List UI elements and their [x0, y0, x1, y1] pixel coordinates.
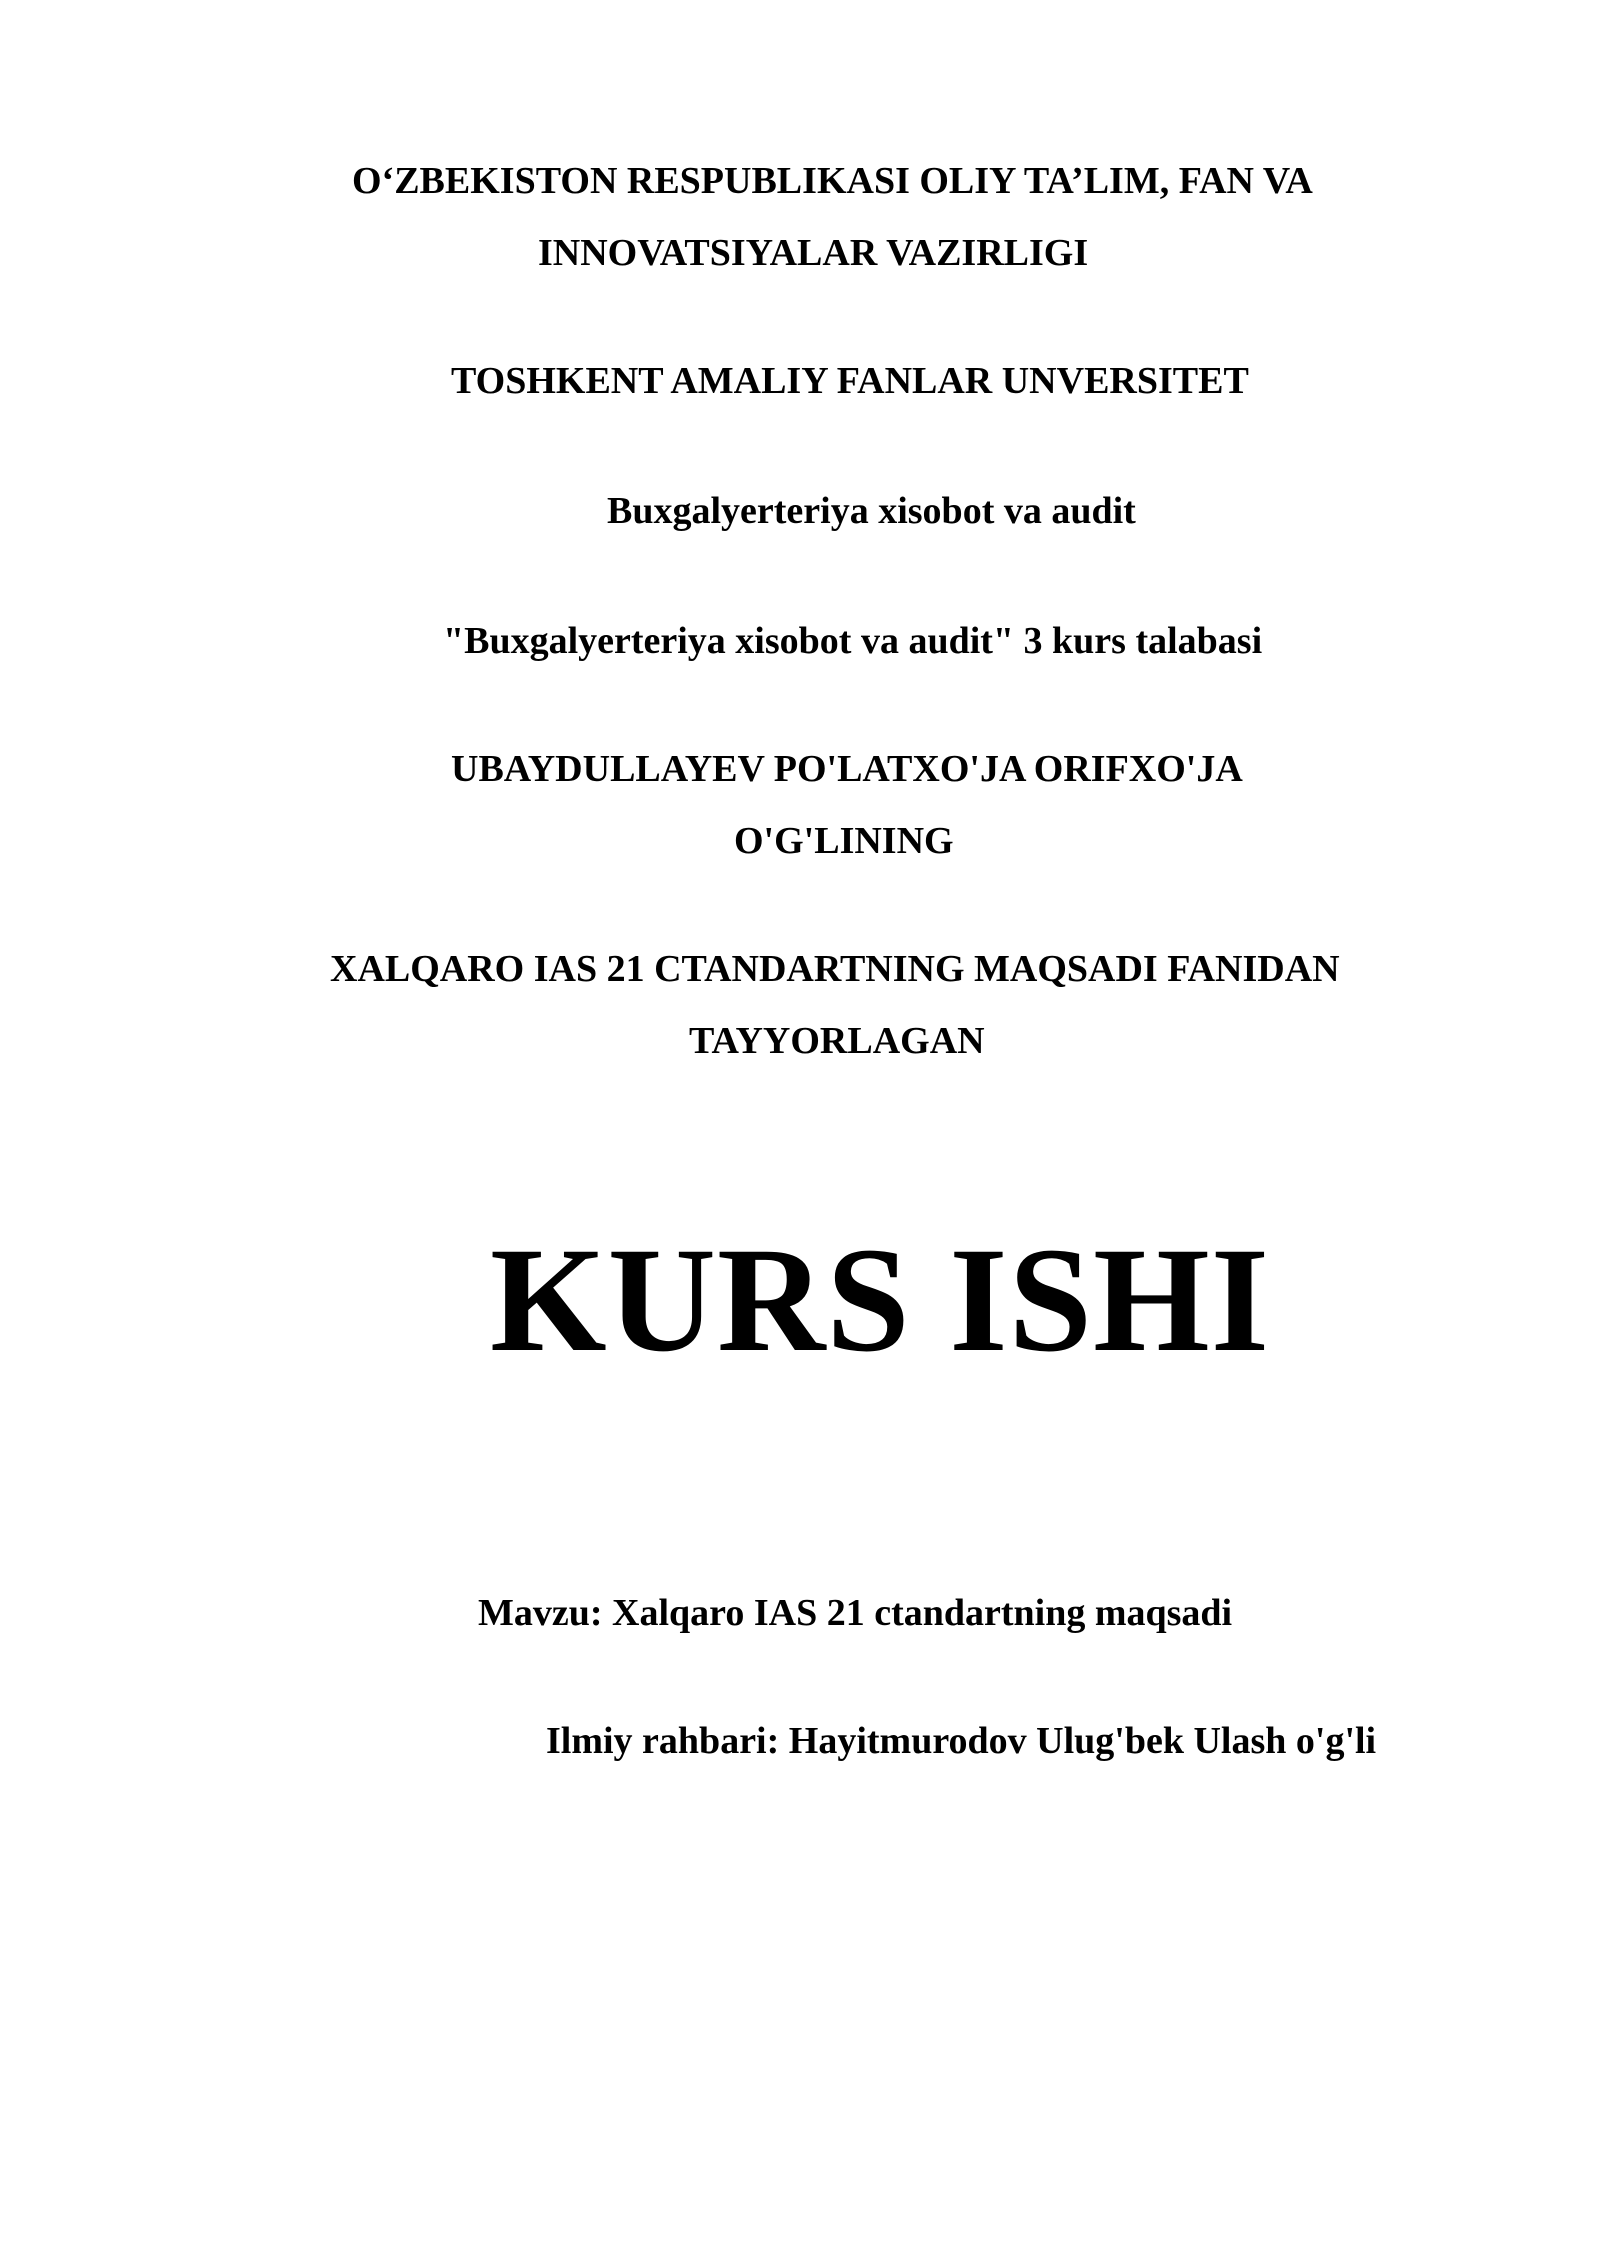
- ministry-name-line-2: INNOVATSIYALAR VAZIRLIGI: [538, 232, 1089, 274]
- department-name: Buxgalyerteriya xisobot va audit: [607, 490, 1136, 532]
- ministry-name-line-1: O‘ZBEKISTON RESPUBLIKASI OLIY TA’LIM, FAN VA: [352, 160, 1313, 202]
- supervisor-line: Ilmiy rahbari: Hayitmurodov Ulug'bek Ulash o'g'li: [546, 1720, 1377, 1762]
- prepared-line-2: TAYYORLAGAN: [689, 1020, 985, 1062]
- document-type-title: KURS ISHI: [490, 1217, 1271, 1383]
- student-description: "Buxgalyerteriya xisobot va audit" 3 kurs talabasi: [443, 620, 1263, 662]
- student-name-line-1: UBAYDULLAYEV PO'LATXO'JA ORIFXO'JA: [451, 748, 1243, 790]
- prepared-line-1: XALQARO IAS 21 CTANDARTNING MAQSADI FANIDAN: [330, 948, 1340, 990]
- topic-line: Mavzu: Xalqaro IAS 21 ctandartning maqsadi: [478, 1592, 1233, 1634]
- student-name-line-2: O'G'LINING: [734, 820, 954, 862]
- university-name: TOSHKENT AMALIY FANLAR UNVERSITET: [451, 360, 1249, 402]
